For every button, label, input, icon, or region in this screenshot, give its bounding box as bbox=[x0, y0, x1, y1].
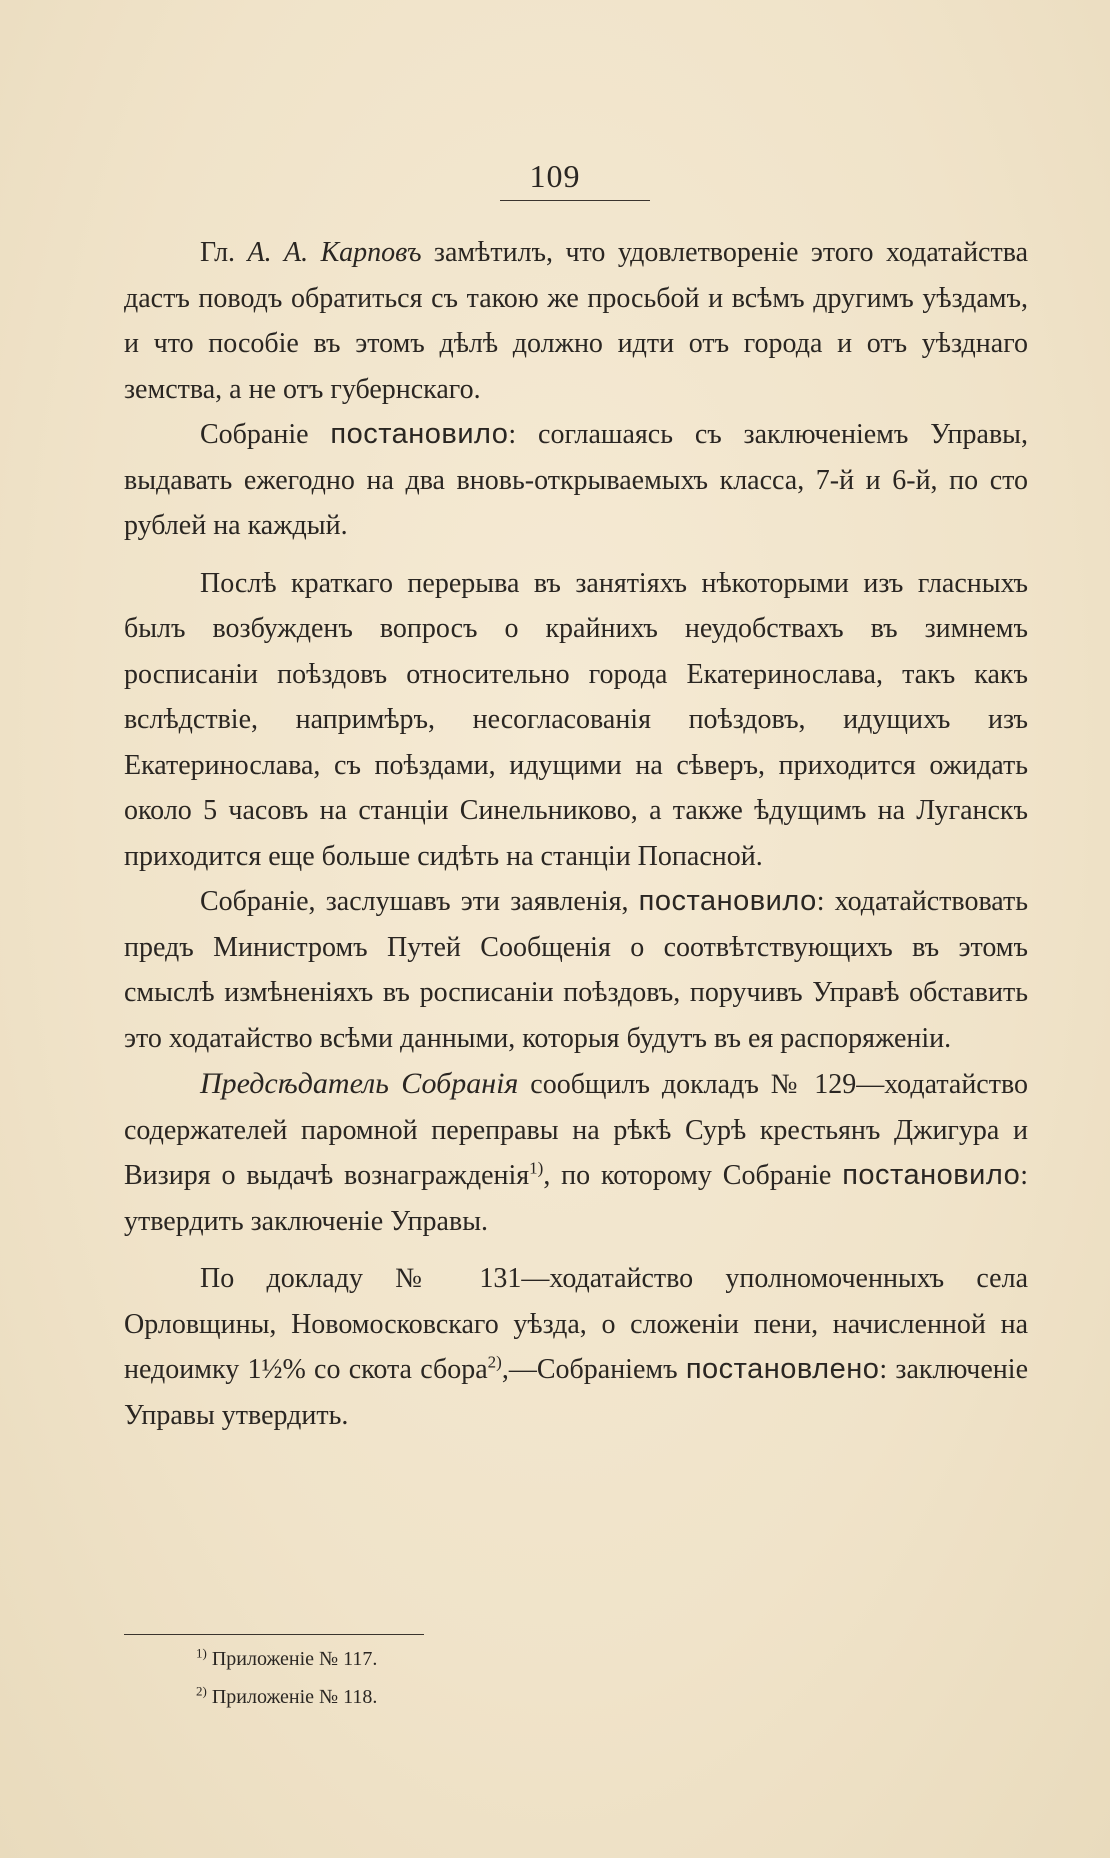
speaker-name: А. А. Карповъ bbox=[247, 237, 422, 268]
text-run: Гл. bbox=[200, 237, 248, 268]
paragraph bbox=[124, 230, 1028, 412]
paragraph bbox=[124, 1061, 1028, 1244]
footnotes bbox=[196, 1640, 896, 1716]
paragraph bbox=[124, 1256, 1028, 1438]
text-run: По докладу № 131—ходатайство уполномоченныхъ села Орловщины, Новомосковскаго уѣзда, о сложеніи пени, начисленной на недоимку 1½% со скота сбора bbox=[124, 1263, 1028, 1385]
text-run: сообщилъ докладъ № 129—ходатайство содержателей паромной переправы на рѣкѣ Сурѣ крестьянъ Джигура и Визиря о выдачѣ вознагражденія bbox=[124, 1069, 1028, 1191]
page-number: 109 bbox=[529, 158, 581, 194]
resolution-word: постановлено bbox=[685, 1353, 880, 1385]
resolution-word: постановило bbox=[330, 418, 509, 450]
resolution-word: постановило bbox=[842, 1159, 1021, 1191]
footnote-mark: 1) bbox=[196, 1645, 207, 1661]
speaker-name: Предсѣдатель Собранія bbox=[200, 1067, 519, 1100]
text-run: , по которому Собраніе bbox=[543, 1160, 843, 1191]
text-run: Собраніе, заслушавъ эти заявленія, bbox=[200, 886, 639, 917]
body-text bbox=[124, 230, 1028, 1438]
footnote bbox=[196, 1678, 896, 1716]
footnote-text: Приложеніе № 117. bbox=[206, 1648, 378, 1670]
footnote-reference: 2) bbox=[487, 1352, 502, 1372]
footnote-rule bbox=[124, 1634, 424, 1635]
paragraph bbox=[124, 412, 1028, 549]
footnote-reference: 1) bbox=[529, 1158, 544, 1178]
text-run: : утвердить заключеніе Управы. bbox=[124, 1160, 1029, 1237]
footnote-text: Приложеніе № 118. bbox=[206, 1686, 378, 1708]
text-run: : соглашаясь съ заключеніемъ Управы, выдавать ежегодно на два вновь-открываемыхъ класса, 7-й и 6-й, по сто рублей на каждый. bbox=[124, 419, 1028, 541]
text-run: : заключеніе Управы утвердить. bbox=[124, 1354, 1028, 1431]
text-run: ,—Собраніемъ bbox=[501, 1354, 686, 1385]
page-number-rule bbox=[500, 200, 650, 201]
text-run: : ходатайствовать предъ Министромъ Путей Сообщенія о соотвѣтствующихъ въ этомъ смыслѣ измѣненіяхъ въ росписаніи поѣздовъ, поручивъ Управѣ обставить это ходатайство всѣми данными, которыя будутъ въ ея распоряженіи. bbox=[124, 886, 1029, 1054]
footnote bbox=[196, 1640, 896, 1678]
resolution-word: постановило bbox=[638, 885, 817, 917]
text-run: замѣтилъ, что удовлетвореніе этого ходатайства дастъ поводъ обратиться съ такою же просьбой и всѣмъ другимъ уѣздамъ, и что пособіе въ этомъ дѣлѣ должно идти отъ города и отъ уѣзднаго земства, а не отъ губернскаго. bbox=[124, 237, 1028, 405]
paragraph bbox=[124, 561, 1028, 880]
footnote-mark: 2) bbox=[196, 1683, 207, 1699]
text-run: Собраніе bbox=[200, 419, 331, 450]
paragraph bbox=[124, 879, 1028, 1061]
text-run: Послѣ краткаго перерыва въ занятіяхъ нѣкоторыми изъ гласныхъ былъ возбужденъ вопросъ о крайнихъ неудобствахъ въ зимнемъ росписаніи поѣздовъ относительно города Екатеринослава, такъ какъ вслѣдствіе, напримѣръ, несогласованія поѣздовъ, идущихъ изъ Екатеринослава, съ поѣздами, идущими на сѣверъ, приходится ожидать около 5 часовъ на станціи Синельниково, а также ѣдущимъ на Луганскъ приходится еще больше сидѣть на станціи Попасной. bbox=[124, 567, 1028, 872]
